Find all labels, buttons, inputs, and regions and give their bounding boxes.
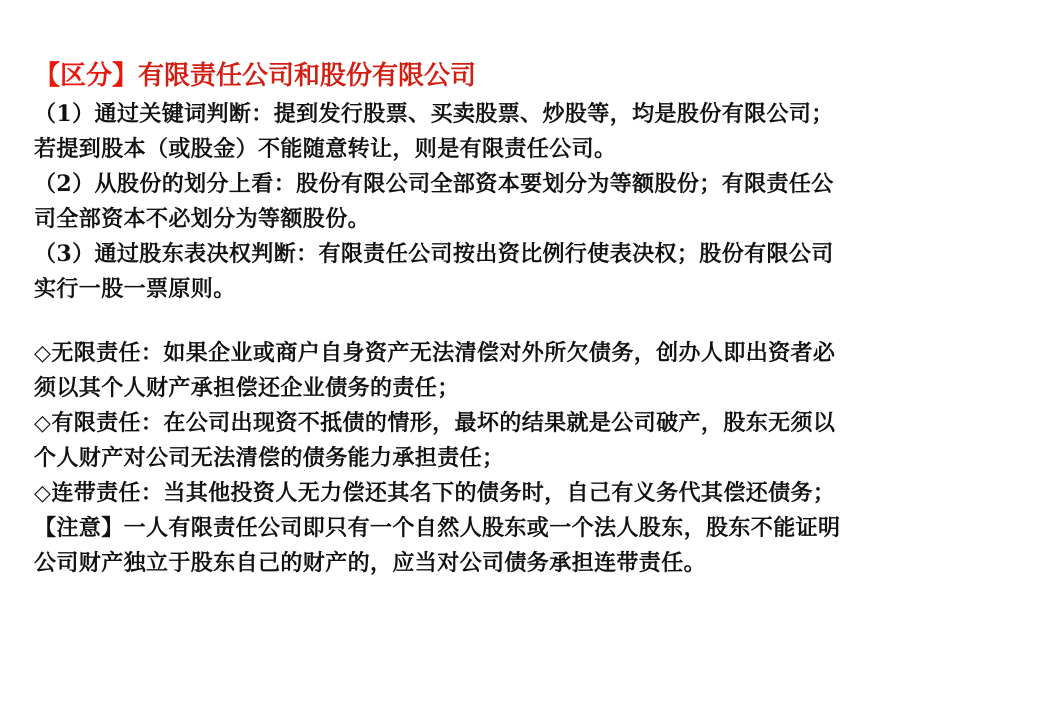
criteria-line: （2）从股份的划分上看：股份有限公司全部资本要划分为等额股份；有限责任公 bbox=[34, 171, 834, 197]
liability-definitions bbox=[34, 336, 1014, 581]
slide-title bbox=[34, 58, 476, 94]
criteria-line: 实行一股一票原则。 bbox=[34, 276, 236, 302]
criteria-line: 司全部资本不必划分为等额股份。 bbox=[34, 206, 371, 232]
title-text: 有限责任公司和股份有限公司 bbox=[138, 61, 477, 91]
definition-line: 须以其个人财产承担偿还企业债务的责任； bbox=[34, 375, 460, 401]
definition-line: ◇连带责任：当其他投资人无力偿还其名下的债务时，自己有义务代其偿还债务； bbox=[34, 480, 836, 506]
note-line: 【注意】一人有限责任公司即只有一个自然人股东或一个法人股东，股东不能证明 bbox=[34, 515, 841, 541]
criteria-line: （1）通过关键词判断：提到发行股票、买卖股票、炒股等，均是股份有限公司； bbox=[34, 101, 834, 127]
title-tag: 【区分】 bbox=[34, 61, 139, 91]
criteria-line: （3）通过股东表决权判断：有限责任公司按出资比例行使表决权；股份有限公司 bbox=[34, 241, 834, 267]
definition-line: 个人财产对公司无法清偿的债务能力承担责任； bbox=[34, 445, 505, 471]
note-line: 公司财产独立于股东自己的财产的，应当对公司债务承担连带责任。 bbox=[34, 550, 707, 576]
definition-line: ◇有限责任：在公司出现资不抵债的情形，最坏的结果就是公司破产，股东无须以 bbox=[34, 410, 836, 436]
definition-line: ◇无限责任：如果企业或商户自身资产无法清偿对外所欠债务，创办人即出资者必 bbox=[34, 340, 836, 366]
distinction-criteria bbox=[34, 97, 1014, 307]
criteria-line: 若提到股本（或股金）不能随意转让，则是有限责任公司。 bbox=[34, 136, 617, 162]
